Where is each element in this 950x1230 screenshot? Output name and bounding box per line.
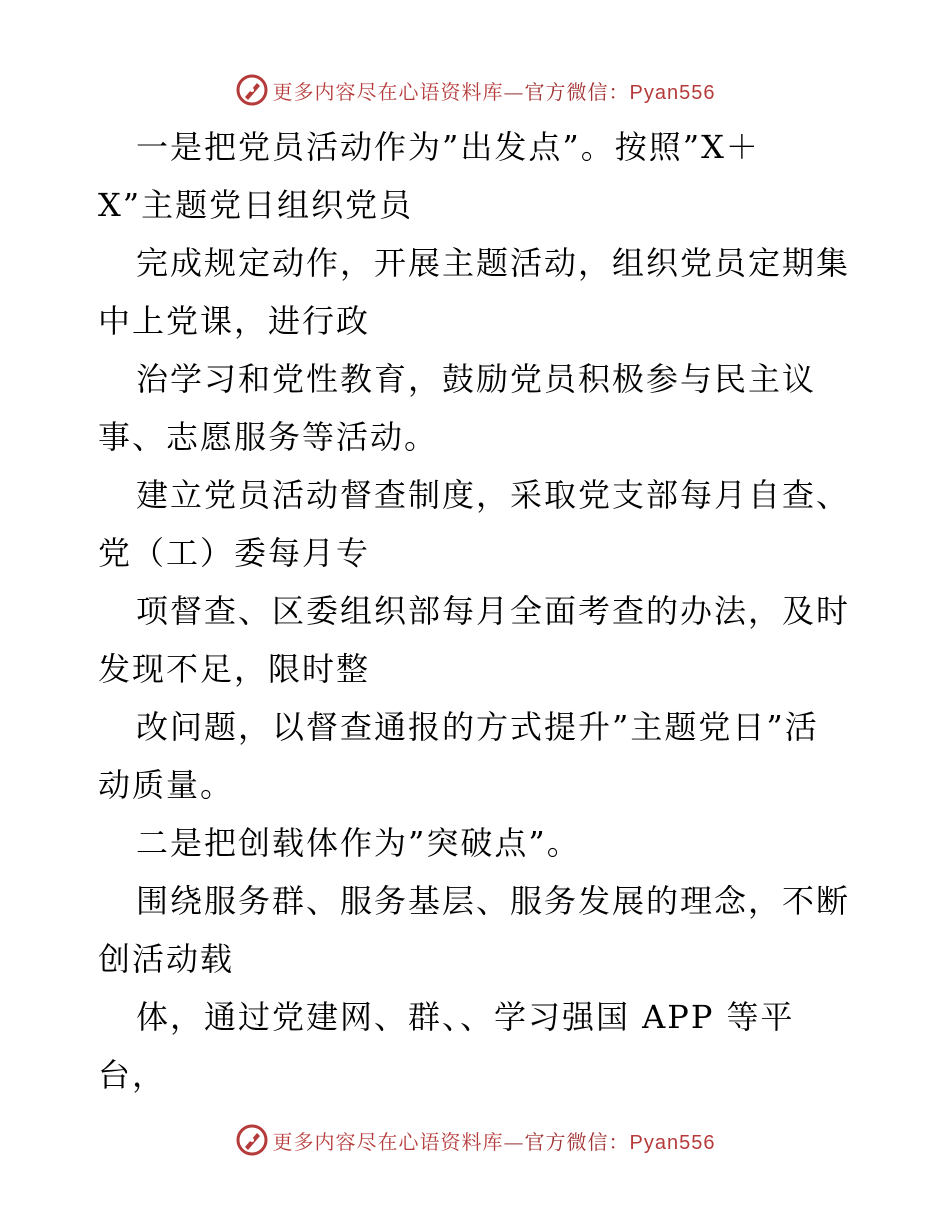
text-line: 中上党课，进行政 (98, 302, 371, 340)
text-line: 项督查、区委组织部每月全面考查的办法，及时 (136, 592, 851, 630)
text-line: 一是把党员活动作为”出发点”。按照”X＋ (136, 128, 760, 166)
text-line: 发现不足，限时整 (98, 650, 371, 688)
banner-wechat-label: 官方微信： (524, 79, 630, 104)
text-line: 体，通过党建网、群、、学习强国 APP 等平 (136, 998, 795, 1036)
text-line: 完成规定动作，开展主题活动，组织党员定期集 (136, 244, 851, 282)
text-line: 改问题，以督查通报的方式提升”主题党日”活 (136, 708, 819, 746)
banner-main-text: 更多内容尽在心语资料库 (272, 79, 504, 104)
text-line: 二是把创载体作为”突破点”。 (136, 824, 581, 862)
pen-nib-logo-icon (235, 1123, 269, 1157)
footer-banner (0, 1120, 950, 1160)
banner-text (273, 1126, 716, 1155)
text-line: X”主题党日组织党员 (98, 186, 414, 224)
banner-wechat-label: 官方微信： (524, 1129, 630, 1154)
document-body (98, 118, 858, 1104)
text-line: 建立党员活动督查制度，采取党支部每月自查、 (136, 476, 851, 514)
banner-main-text: 更多内容尽在心语资料库 (272, 1129, 504, 1154)
banner-wechat-id: Pyan556 (629, 81, 716, 104)
text-line: 台， (98, 1056, 167, 1094)
banner-text (273, 76, 716, 105)
text-line: 创活动载 (98, 940, 235, 978)
text-line: 事、志愿服务等活动。 (98, 418, 439, 456)
banner-wechat-id: Pyan556 (629, 1131, 716, 1154)
text-line: 动质量。 (98, 766, 235, 804)
banner-dash: — (503, 1129, 525, 1154)
pen-nib-logo-icon (235, 73, 269, 107)
banner-dash: — (503, 79, 525, 104)
text-line: 围绕服务群、服务基层、服务发展的理念，不断 (136, 882, 851, 920)
header-banner (0, 70, 950, 110)
text-line: 治学习和党性教育，鼓励党员积极参与民主议 (136, 360, 817, 398)
text-line: 党（工）委每月专 (98, 534, 371, 572)
